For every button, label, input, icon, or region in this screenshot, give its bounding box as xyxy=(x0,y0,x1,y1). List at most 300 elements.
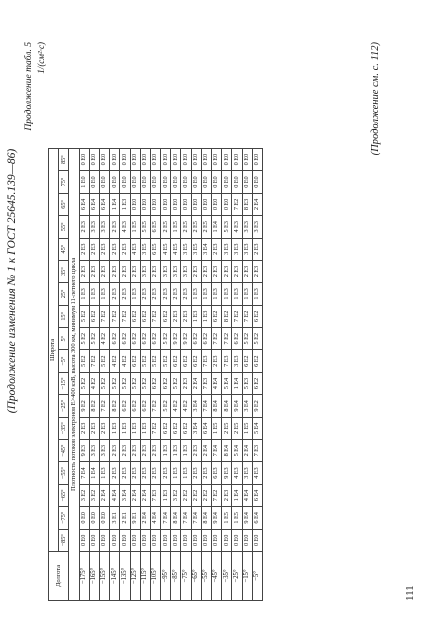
table-cell: 3 E4 xyxy=(191,395,201,417)
column-header: −15° xyxy=(59,372,69,394)
table-cell: 0 E0 xyxy=(150,148,160,170)
table-cell: 2 E3 xyxy=(110,260,120,282)
table-cell: 2 E3 xyxy=(242,260,252,282)
table-cell: 4 E3 xyxy=(130,238,140,260)
table-cell: 1 E3 xyxy=(120,417,130,439)
table-cell: 9 E2 xyxy=(181,328,191,350)
table-cell: 8 E4 xyxy=(222,440,232,462)
table-cell: 7 E3 xyxy=(252,440,262,462)
table-cell: 3 E3 xyxy=(242,238,252,260)
table-cell: 0 E0 xyxy=(181,529,191,551)
table-cell: 3 E3 xyxy=(171,260,181,282)
table-cell: 2 E3 xyxy=(110,216,120,238)
table-cell: 2 E3 xyxy=(191,260,201,282)
table-cell: 3 E3 xyxy=(99,440,109,462)
table-cell: 2 E3 xyxy=(99,417,109,439)
table-cell: 2 E3 xyxy=(191,440,201,462)
table-cell: 1 E0 xyxy=(79,171,89,193)
table-cell: 3 E3 xyxy=(242,216,252,238)
table-cell: 2 E3 xyxy=(150,260,160,282)
table-cell: 0 E0 xyxy=(89,148,99,170)
row-label: −15° xyxy=(242,552,252,601)
table-cell: 2 E4 xyxy=(130,484,140,506)
table-cell: 0 E0 xyxy=(150,171,160,193)
table-cell: 7 E3 xyxy=(201,372,211,394)
table-cell: 2 E3 xyxy=(201,462,211,484)
table-cell: 2 E3 xyxy=(201,260,211,282)
table-cell: 0 E0 xyxy=(120,171,130,193)
table-cell: 2 E3 xyxy=(89,238,99,260)
table-cell: 0 E0 xyxy=(161,148,171,170)
table-cell: 5 E2 xyxy=(252,328,262,350)
row-label: −165° xyxy=(89,552,99,601)
table-cell: 4 E2 xyxy=(89,372,99,394)
column-header: 65° xyxy=(59,193,69,215)
table-row xyxy=(212,148,222,600)
table-cell: 6 E5 xyxy=(150,216,160,238)
table-cell: 0 E0 xyxy=(89,529,99,551)
table-cell: 5 E2 xyxy=(89,328,99,350)
table-cell: 1 E3 xyxy=(120,193,130,215)
column-header-row xyxy=(59,148,69,600)
row-label: −175° xyxy=(79,552,89,601)
table-cell: 2 E3 xyxy=(79,216,89,238)
table-cell: 2 E3 xyxy=(110,440,120,462)
table-cell: 7 E2 xyxy=(242,305,252,327)
column-header: 55° xyxy=(59,216,69,238)
table-cell: 1 E5 xyxy=(171,216,181,238)
table-cell: 0 E0 xyxy=(201,529,211,551)
table-cell: 7 E2 xyxy=(110,305,120,327)
table-cell: 1 E3 xyxy=(140,417,150,439)
table-cell: 9 E2 xyxy=(171,328,181,350)
row-label: −65° xyxy=(191,552,201,601)
table-cell: 6 E2 xyxy=(191,328,201,350)
table-cell: 6 E4 xyxy=(99,193,109,215)
continuation-top-note: Продолжение табл. 5 xyxy=(24,42,34,131)
table-cell: 5 E2 xyxy=(79,305,89,327)
table-cell: 6 E2 xyxy=(252,350,262,372)
table-cell: 2 E3 xyxy=(191,462,201,484)
table-cell: 6 E2 xyxy=(120,328,130,350)
group-header: Широта xyxy=(49,148,59,551)
table-cell: 4 E5 xyxy=(161,238,171,260)
table-cell: 6 E2 xyxy=(232,328,242,350)
table-cell: 2 E3 xyxy=(232,260,242,282)
table-cell: 1 E3 xyxy=(161,440,171,462)
table-cell: 6 E2 xyxy=(130,350,140,372)
table-cell: 2 E3 xyxy=(252,260,262,282)
table-cell: 0 E0 xyxy=(140,148,150,170)
table-cell: 0 E0 xyxy=(130,148,140,170)
table-row xyxy=(242,148,252,600)
table-cell: 5 E2 xyxy=(161,395,171,417)
row-label: −145° xyxy=(110,552,120,601)
table-cell: 3 E3 xyxy=(232,350,242,372)
table-cell: 0 E0 xyxy=(110,148,120,170)
table-cell: 5 E2 xyxy=(79,328,89,350)
table-cell: 0 E0 xyxy=(212,148,222,170)
document-header: (Продолжение изменения № 1 к ГОСТ 25645.139—86) xyxy=(6,148,18,414)
table-cell: 7 E2 xyxy=(89,350,99,372)
table-row xyxy=(79,148,89,600)
table-cell: 3 E2 xyxy=(171,484,181,506)
table-cell: 2 E4 xyxy=(191,372,201,394)
table-cell: 4 E2 xyxy=(171,395,181,417)
table-cell: 0 E0 xyxy=(232,529,242,551)
table-cell: 6 E2 xyxy=(140,305,150,327)
table-cell: 0 E0 xyxy=(222,148,232,170)
table-cell: 7 E3 xyxy=(150,484,160,506)
table-cell: 0 E0 xyxy=(130,529,140,551)
row-label: −135° xyxy=(120,552,130,601)
table-cell: 7 E2 xyxy=(150,417,160,439)
table-cell: 7 E2 xyxy=(212,484,222,506)
table-cell: 2 E2 xyxy=(201,484,211,506)
table-cell: 3 E4 xyxy=(242,395,252,417)
table-cell: 0 E0 xyxy=(191,193,201,215)
table-cell: 2 E3 xyxy=(150,462,160,484)
table-cell: 0 E0 xyxy=(120,529,130,551)
table-cell: 0 E0 xyxy=(171,193,181,215)
table-cell: 2 E2 xyxy=(181,484,191,506)
table-cell: 5 E2 xyxy=(161,328,171,350)
row-label: −115° xyxy=(140,552,150,601)
row-label: −85° xyxy=(171,552,181,601)
table-cell: 6 E4 xyxy=(252,484,262,506)
column-header: 45° xyxy=(59,238,69,260)
table-cell: 2 E5 xyxy=(232,417,242,439)
table-cell: 0 E0 xyxy=(161,171,171,193)
column-header: −45° xyxy=(59,440,69,462)
table-cell: 0 E0 xyxy=(242,171,252,193)
table-cell: 0 E0 xyxy=(232,171,242,193)
table-cell: 0 E0 xyxy=(191,171,201,193)
table-cell: 0 E0 xyxy=(120,148,130,170)
table-cell: 2 E4 xyxy=(252,193,262,215)
table-cell: 0 E0 xyxy=(252,171,262,193)
table-cell: 3 E1 xyxy=(110,507,120,529)
table-cell: 5 E2 xyxy=(242,328,252,350)
table-cell: 4 E4 xyxy=(110,484,120,506)
table-cell: 0 E0 xyxy=(222,171,232,193)
table-cell: 1 E3 xyxy=(161,484,171,506)
table-cell: 0 E0 xyxy=(252,148,262,170)
table-cell: 4 E3 xyxy=(232,216,242,238)
table-cell: 3 E5 xyxy=(140,238,150,260)
row-header: Долгота xyxy=(49,552,69,601)
column-header: −75° xyxy=(59,507,69,529)
table-cell: 5 E4 xyxy=(252,417,262,439)
table-cell: 2 E3 xyxy=(120,238,130,260)
table-cell: 9 E3 xyxy=(222,462,232,484)
column-header: −35° xyxy=(59,417,69,439)
table-cell: 1 E5 xyxy=(242,417,252,439)
table-cell: 2 E4 xyxy=(242,440,252,462)
table-cell: 6 E2 xyxy=(212,305,222,327)
table-cell: 2 E4 xyxy=(140,507,150,529)
table-cell: 1 E3 xyxy=(171,440,181,462)
table-row xyxy=(110,148,120,600)
table-cell: 2 E3 xyxy=(120,462,130,484)
table-cell: 0 E0 xyxy=(150,193,160,215)
table-cell: 6 E4 xyxy=(79,193,89,215)
table-cell: 2 E5 xyxy=(181,216,191,238)
table-cell: 0 E0 xyxy=(171,529,181,551)
table-cell: 1 E3 xyxy=(181,462,191,484)
table-cell: 3 E3 xyxy=(140,260,150,282)
table-cell: 6 E2 xyxy=(161,372,171,394)
table-cell: 5 E4 xyxy=(222,372,232,394)
table-cell: 0 E0 xyxy=(140,171,150,193)
table-cell: 6 E2 xyxy=(161,305,171,327)
table-cell: 3 E5 xyxy=(181,238,191,260)
table-cell: 0 E0 xyxy=(130,193,140,215)
table-cell: 2 E3 xyxy=(222,260,232,282)
table-cell: 0 E0 xyxy=(201,193,211,215)
table-cell: 1 E3 xyxy=(99,283,109,305)
table-cell: 6 E2 xyxy=(161,417,171,439)
table-cell: 1 E3 xyxy=(242,283,252,305)
table-cell: 4 E3 xyxy=(232,462,242,484)
table-cell: 1 E5 xyxy=(222,507,232,529)
table-cell: 2 E3 xyxy=(212,350,222,372)
table-cell: 2 E3 xyxy=(222,484,232,506)
table-cell: 2 E3 xyxy=(130,440,140,462)
table-cell: 7 E2 xyxy=(120,305,130,327)
table-cell: 2 E3 xyxy=(99,260,109,282)
row-label: −5° xyxy=(252,552,262,601)
table-cell: 1 E3 xyxy=(191,283,201,305)
table-cell: 3 E3 xyxy=(99,216,109,238)
row-label: −125° xyxy=(130,552,140,601)
table-cell: 6 E2 xyxy=(140,395,150,417)
table-cell: 2 E4 xyxy=(140,484,150,506)
table-cell: 0 E0 xyxy=(201,148,211,170)
table-cell: 0 E0 xyxy=(89,507,99,529)
table-cell: 9 E3 xyxy=(79,440,89,462)
table-cell: 0 E0 xyxy=(99,148,109,170)
table-cell: 9 E2 xyxy=(79,395,89,417)
table-row xyxy=(232,148,242,600)
table-cell: 1 E3 xyxy=(201,305,211,327)
table-cell: 1 E3 xyxy=(79,283,89,305)
table-cell: 0 E0 xyxy=(99,507,109,529)
table-cell: 0 E0 xyxy=(242,529,252,551)
table-row xyxy=(222,148,232,600)
table-cell: 1 E3 xyxy=(99,462,109,484)
table-cell: 0 E0 xyxy=(171,148,181,170)
table-cell: 6 E2 xyxy=(242,350,252,372)
table-cell: 4 E4 xyxy=(242,484,252,506)
table-cell: 3 E3 xyxy=(222,238,232,260)
table-cell: 1 E5 xyxy=(130,216,140,238)
table-cell: 7 E4 xyxy=(181,507,191,529)
table-cell: 7 E2 xyxy=(222,328,232,350)
table-cell: 0 E0 xyxy=(222,529,232,551)
table-cell: 7 E2 xyxy=(232,193,242,215)
table-cell: 2 E3 xyxy=(150,283,160,305)
column-header: −85° xyxy=(59,529,69,551)
table-cell: 0 E0 xyxy=(110,529,120,551)
table-cell: 7 E2 xyxy=(212,328,222,350)
table-cell: 0 E0 xyxy=(79,148,89,170)
table-cell: 2 E3 xyxy=(120,260,130,282)
table-cell: 7 E3 xyxy=(201,350,211,372)
table-cell: 6 E2 xyxy=(150,372,160,394)
table-cell: 2 E3 xyxy=(79,417,89,439)
data-table xyxy=(48,148,263,601)
table-cell: 3 E2 xyxy=(79,484,89,506)
table-cell: 2 E3 xyxy=(212,238,222,260)
table-cell: 8 E2 xyxy=(89,395,99,417)
table-cell: 5 E2 xyxy=(140,372,150,394)
table-cell: 4 E2 xyxy=(181,395,191,417)
table-cell: 6 E2 xyxy=(181,417,191,439)
table-cell: 0 E0 xyxy=(191,529,201,551)
column-header: 15° xyxy=(59,305,69,327)
row-label: −25° xyxy=(232,552,242,601)
table-cell: 5 E2 xyxy=(99,350,109,372)
table-cell: 6 E4 xyxy=(252,507,262,529)
table-cell: 7 E4 xyxy=(212,440,222,462)
table-cell: 5 E2 xyxy=(161,350,171,372)
table-row xyxy=(201,148,211,600)
table-cell: 6 E2 xyxy=(171,417,181,439)
table-cell: 7 E4 xyxy=(201,395,211,417)
table-cell: 6 E2 xyxy=(181,350,191,372)
table-cell: 6 E3 xyxy=(212,462,222,484)
table-cell: 8 E4 xyxy=(171,507,181,529)
table-cell: 2 E3 xyxy=(161,283,171,305)
table-cell: 6 E2 xyxy=(252,305,262,327)
table-cell: 0 E0 xyxy=(181,171,191,193)
table-cell: 0 E0 xyxy=(79,507,89,529)
table-row xyxy=(191,148,201,600)
column-header: 25° xyxy=(59,283,69,305)
table-cell: 5 E3 xyxy=(242,372,252,394)
column-header: −55° xyxy=(59,462,69,484)
table-cell: 3 E4 xyxy=(201,238,211,260)
table-cell: 1 E3 xyxy=(181,440,191,462)
table-cell: 2 E3 xyxy=(99,238,109,260)
row-label: −95° xyxy=(161,552,171,601)
table-cell: 6 E2 xyxy=(252,372,262,394)
table-cell: 3 E3 xyxy=(242,462,252,484)
row-label: −45° xyxy=(212,552,222,601)
table-row xyxy=(130,148,140,600)
table-cell: 1 E4 xyxy=(89,462,99,484)
table-cell: 2 E3 xyxy=(181,283,191,305)
table-cell: 2 E3 xyxy=(140,440,150,462)
table-cell: 3 E3 xyxy=(89,216,99,238)
table-cell: 3 E5 xyxy=(191,238,201,260)
table-cell: 0 E0 xyxy=(212,529,222,551)
table-cell: 0 E0 xyxy=(252,529,262,551)
table-cell: 2 E5 xyxy=(222,417,232,439)
table-cell: 1 E3 xyxy=(232,283,242,305)
table-cell: 4 E3 xyxy=(120,216,130,238)
table-cell: 0 E0 xyxy=(212,193,222,215)
table-cell: 7 E2 xyxy=(99,305,109,327)
table-cell: 4 E5 xyxy=(171,238,181,260)
table-cell: 6 E2 xyxy=(130,395,140,417)
column-header: 35° xyxy=(59,260,69,282)
table-cell: 0 E0 xyxy=(161,193,171,215)
table-cell: 9 E4 xyxy=(232,395,242,417)
table-cell: 4 E4 xyxy=(212,372,222,394)
table-cell: 3 E2 xyxy=(89,484,99,506)
table-cell: 2 E3 xyxy=(212,260,222,282)
table-cell: 0 E0 xyxy=(89,171,99,193)
table-cell: 0 E0 xyxy=(140,193,150,215)
row-label: −55° xyxy=(201,552,211,601)
table-cell: 2 E3 xyxy=(89,260,99,282)
table-cell: 0 E0 xyxy=(181,193,191,215)
table-cell: 3 E3 xyxy=(232,238,242,260)
table-cell: 2 E3 xyxy=(130,462,140,484)
table-cell: 7 E2 xyxy=(150,395,160,417)
table-cell: 2 E5 xyxy=(201,216,211,238)
table-cell: 0 E0 xyxy=(150,529,160,551)
table-cell: 9 E2 xyxy=(252,395,262,417)
table-row xyxy=(181,148,191,600)
table-cell: 0 E0 xyxy=(242,148,252,170)
table-cell: 7 E3 xyxy=(222,350,232,372)
table-cell: 1 E5 xyxy=(232,507,242,529)
table-cell: 2 E3 xyxy=(110,462,120,484)
table-cell: 4 E2 xyxy=(110,350,120,372)
table-cell: 7 E2 xyxy=(150,305,160,327)
table-cell: 1 E4 xyxy=(110,193,120,215)
table-cell: 4 E2 xyxy=(99,328,109,350)
table-row xyxy=(99,148,109,600)
row-label: −35° xyxy=(222,552,232,601)
table-cell: 5 E2 xyxy=(79,372,89,394)
table-cell: 4 E4 xyxy=(150,507,160,529)
table-cell: 8 E4 xyxy=(222,395,232,417)
units-label: 1/(см²·с) xyxy=(36,42,46,74)
table-cell: 8 E2 xyxy=(222,305,232,327)
table-cell: 3 E3 xyxy=(161,260,171,282)
table-cell: 2 E3 xyxy=(181,372,191,394)
table-cell: 0 E0 xyxy=(140,529,150,551)
table-cell: 2 E3 xyxy=(79,238,89,260)
table-cell: 0 E0 xyxy=(130,171,140,193)
column-header: −25° xyxy=(59,395,69,417)
table-cell: 6 E2 xyxy=(130,328,140,350)
table-cell: 3 E4 xyxy=(120,484,130,506)
column-header: −65° xyxy=(59,484,69,506)
table-cell: 0 E0 xyxy=(212,171,222,193)
table-cell: 6 E2 xyxy=(140,328,150,350)
column-header: 5° xyxy=(59,328,69,350)
table-cell: 1 E3 xyxy=(252,283,262,305)
table-cell: 5 E2 xyxy=(150,350,160,372)
table-cell: 9 E4 xyxy=(242,507,252,529)
table-cell: 2 E1 xyxy=(120,507,130,529)
table-cell: 3 E3 xyxy=(181,260,191,282)
table-cell: 6 E2 xyxy=(171,350,181,372)
table-cell: 0 E0 xyxy=(181,148,191,170)
table-cell: 1 E3 xyxy=(171,462,181,484)
table-cell: 0 E0 xyxy=(79,529,89,551)
table-cell: 5 E2 xyxy=(99,372,109,394)
table-cell: 8 E3 xyxy=(242,193,252,215)
table-cell: 5 E4 xyxy=(232,440,242,462)
table-cell: 5 E5 xyxy=(140,216,150,238)
table-cell: 2 E2 xyxy=(191,484,201,506)
